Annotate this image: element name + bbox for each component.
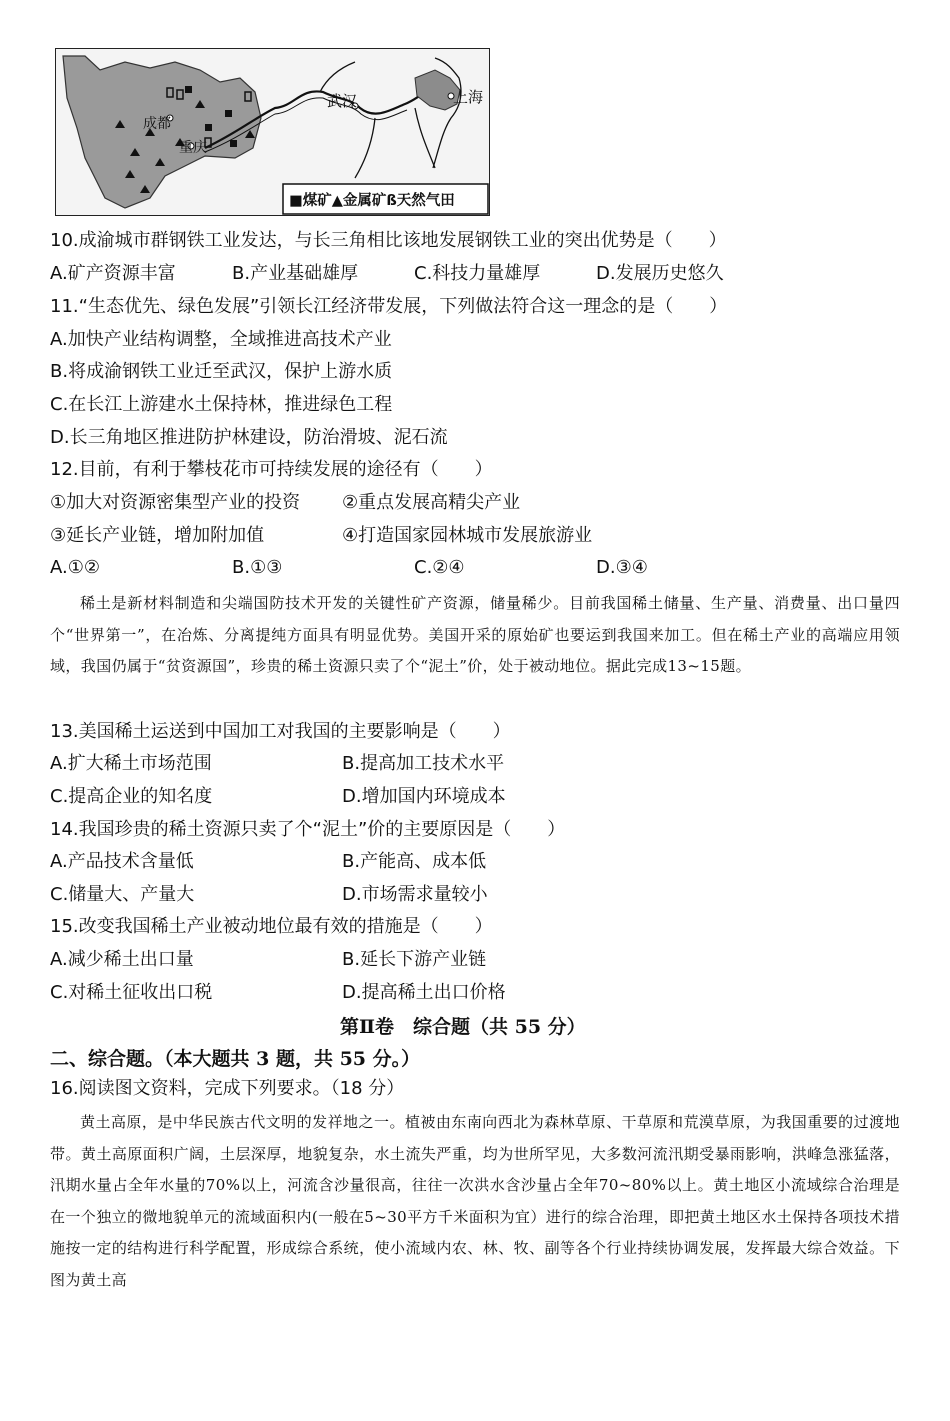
q15-option-a: A.减少稀土出口量 [50, 949, 194, 970]
q11-option-c: C.在长江上游建水土保持林，推进绿色工程 [50, 394, 393, 415]
rare-earth-passage-text: 稀土是新材料制造和尖端国防技术开发的关键性矿产资源，储量稀少。目前我国稀土储量、生产量、消费量、出口量四个“世界第一”，在冶炼、分离提纯方面具有明显优势。美国开采的原始矿也要运到我国来加工。但在稀土产业的高端应用领域，我国仍属于“贫资源国”，珍贵的稀土资源只卖了个“泥土”价，处于被动地位。据此完成13~15题。 [50, 594, 900, 675]
q12-option-b: B.①③ [232, 557, 283, 578]
q10-option-a: A.矿产资源丰富 [50, 263, 176, 284]
q16-stem: 16.阅读图文资料，完成下列要求。（18 分） [50, 1078, 405, 1099]
q12-statement-2: ②重点发展高精尖产业 [342, 492, 521, 513]
q15-option-c: C.对稀土征收出口税 [50, 982, 213, 1003]
q15-option-d: D.提高稀土出口价格 [342, 982, 506, 1003]
q14-option-d: D.市场需求量较小 [342, 884, 488, 905]
loess-plateau-passage-text: 黄土高原，是中华民族古代文明的发祥地之一。植被由东南向西北为森林草原、干草原和荒漠草原，为我国重要的过渡地带。黄土高原面积广阔，土层深厚，地貌复杂，水土流失严重，均为世所罕见，大多数河流汛期受暴雨影响，洪峰急涨猛落，汛期水量占全年水量的70%以上，河流含沙量很高，往往一次洪水含沙量占全年70~80%以上。黄土地区小流域综合治理是在一个独立的微地貌单元的流域面积内(一般在5~30平方千米面积为宜）进行的综合治理，即把黄土地区水土保持各项技术措施按一定的结构进行科学配置，形成综合系统，使小流域内农、林、牧、副等各个行业持续协调发展，发挥最大综合效益。下图为黄土高 [50, 1113, 900, 1289]
q12-option-c: C.②④ [414, 557, 465, 578]
q12-statement-1: ①加大对资源密集型产业的投资 [50, 492, 301, 513]
q14-option-c: C.储量大、产量大 [50, 884, 195, 905]
q10-stem: 10.成渝城市群钢铁工业发达，与长三角相比该地发展钢铁工业的突出优势是（ ） [50, 230, 727, 251]
q11-option-a: A.加快产业结构调整，全域推进高技术产业 [50, 329, 392, 350]
q12-statement-3: ③延长产业链，增加附加值 [50, 525, 265, 546]
q12-option-d: D.③④ [596, 557, 648, 578]
q10-option-b: B.产业基础雄厚 [232, 263, 359, 284]
part-title: 二、综合题。（本大题共 3 题，共 55 分。） [50, 1048, 421, 1070]
volume-title: 第Ⅱ卷 综合题（共 55 分） [340, 1016, 586, 1038]
map-label-chengdu: 成都 [143, 116, 171, 132]
q14-option-b: B.产能高、成本低 [342, 851, 487, 872]
map-label-wuhan: 武汉 [327, 92, 358, 110]
rare-earth-passage [50, 588, 900, 683]
q11-stem: 11.“生态优先、绿色发展”引领长江经济带发展，下列做法符合这一理念的是（ ） [50, 296, 728, 317]
q12-option-a: A.①② [50, 557, 100, 578]
q13-option-a: A.扩大稀土市场范围 [50, 753, 212, 774]
q15-stem: 15.改变我国稀土产业被动地位最有效的措施是（ ） [50, 916, 493, 937]
loess-plateau-passage [50, 1107, 900, 1296]
q12-stem: 12.目前，有利于攀枝花市可持续发展的途径有（ ） [50, 459, 493, 480]
q13-stem: 13.美国稀土运送到中国加工对我国的主要影响是（ ） [50, 721, 511, 742]
q10-option-c: C.科技力量雄厚 [414, 263, 541, 284]
yangtze-economic-belt-map [55, 48, 490, 216]
map-label-chongqing: 重庆 [179, 140, 207, 156]
q15-option-b: B.延长下游产业链 [342, 949, 487, 970]
q10-option-d: D.发展历史悠久 [596, 263, 724, 284]
map-legend: ■煤矿▲金属矿ß天然气田 [289, 193, 455, 209]
q13-option-b: B.提高加工技术水平 [342, 753, 505, 774]
q13-option-d: D.增加国内环境成本 [342, 786, 506, 807]
q13-option-c: C.提高企业的知名度 [50, 786, 213, 807]
q14-stem: 14.我国珍贵的稀土资源只卖了个“泥土”价的主要原因是（ ） [50, 819, 566, 840]
q14-option-a: A.产品技术含量低 [50, 851, 194, 872]
map-label-shanghai: 上海 [453, 88, 484, 106]
q12-statement-4: ④打造国家园林城市发展旅游业 [342, 525, 593, 546]
q11-option-b: B.将成渝钢铁工业迁至武汉，保护上游水质 [50, 361, 393, 382]
q11-option-d: D.长三角地区推进防护林建设，防治滑坡、泥石流 [50, 427, 448, 448]
